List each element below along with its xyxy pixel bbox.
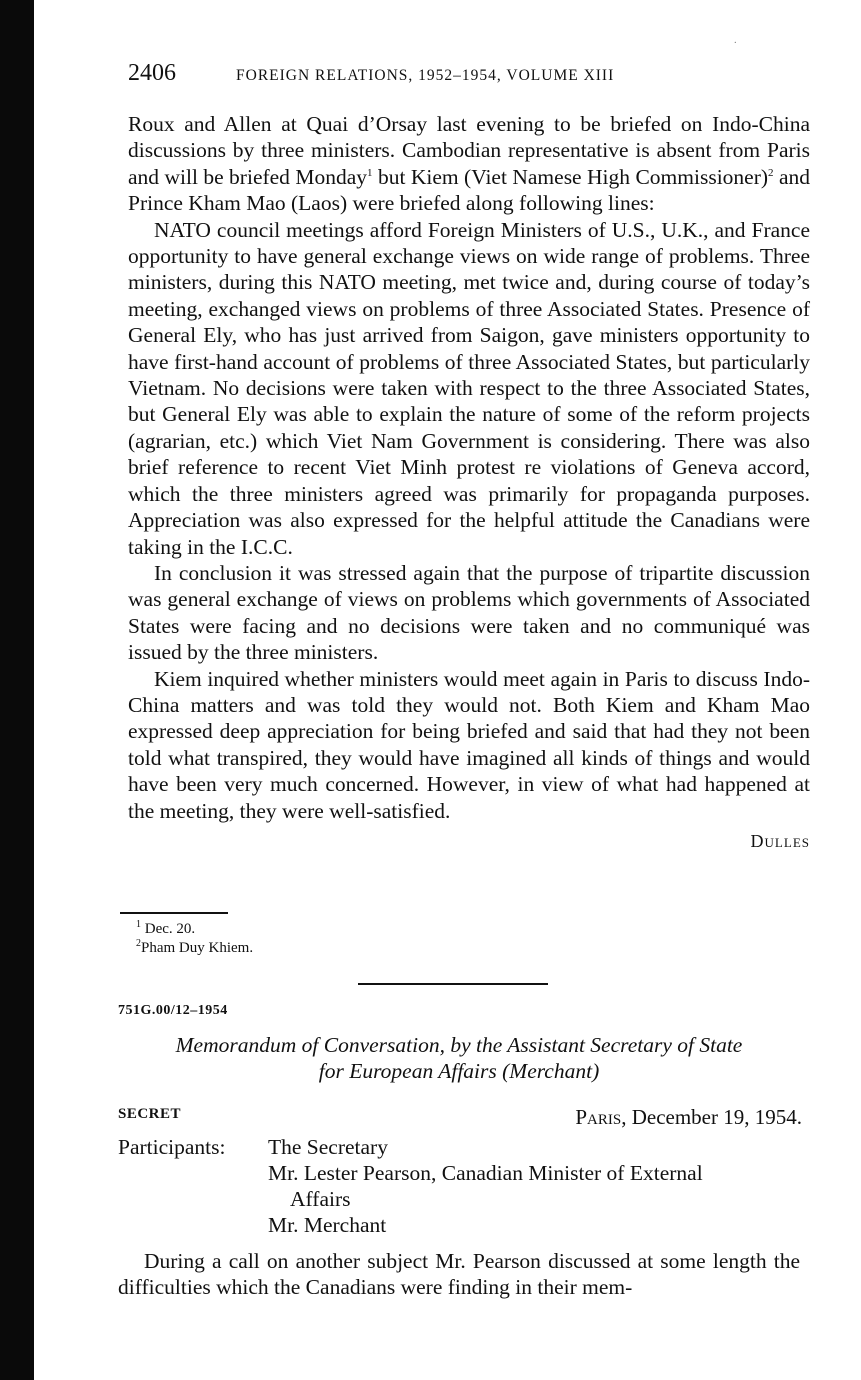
signature: Dulles bbox=[750, 830, 810, 851]
page-header bbox=[118, 60, 808, 90]
page-number: 2406 bbox=[128, 60, 176, 86]
footnote-1-mark: 1 bbox=[136, 919, 141, 930]
place-date bbox=[575, 1105, 802, 1130]
footnotes bbox=[136, 920, 253, 958]
footnote-2-mark: 2 bbox=[136, 938, 141, 949]
footnote-1-text: Dec. 20. bbox=[144, 921, 196, 937]
memo-body bbox=[118, 1248, 800, 1301]
footnote-2 bbox=[136, 939, 253, 958]
page-binding-shadow bbox=[0, 0, 34, 1380]
participants-label: Participants: bbox=[118, 1135, 226, 1159]
footnote-ref-1: 1 bbox=[367, 166, 373, 179]
participants-list bbox=[268, 1134, 802, 1238]
footnote-1 bbox=[136, 920, 253, 939]
date: , December 19, 1954. bbox=[621, 1105, 802, 1129]
paragraph-1-text-b: but Kiem (Viet Namese High Commissioner) bbox=[372, 164, 769, 189]
footnote-rule bbox=[120, 912, 228, 914]
section-separator bbox=[358, 983, 548, 985]
paragraph-1-text-c: and Prince Kham Mao (Laos) were briefed along following lines: bbox=[128, 164, 810, 216]
footnote-ref-2: 2 bbox=[768, 166, 774, 179]
paragraph-1-text-a: Roux and Allen at Quai d’Orsay last evening to be briefed on Indo-China discussions by three ministers. Cambodian representative is absent from Paris and will be briefed Monday bbox=[128, 112, 810, 189]
place: Paris bbox=[575, 1105, 622, 1129]
footnote-2-text: Pham Duy Khiem. bbox=[141, 940, 254, 956]
classification: SECRET bbox=[118, 1106, 182, 1122]
paragraph-1 bbox=[128, 111, 810, 217]
memo-title-line-1: Memorandum of Conversation, by the Assistant Secretary of State bbox=[175, 1033, 743, 1057]
participant-3: Mr. Merchant bbox=[268, 1213, 387, 1237]
memo-title bbox=[118, 1032, 800, 1084]
scan-mark: · bbox=[733, 38, 737, 49]
telegram-body bbox=[128, 111, 810, 854]
running-head: FOREIGN RELATIONS, 1952–1954, VOLUME XIII bbox=[236, 67, 615, 84]
memo-paragraph-1: During a call on another subject Mr. Pearson discussed at some length the difficulties which the Canadians were finding in their mem- bbox=[118, 1249, 800, 1300]
participant-1: The Secretary bbox=[268, 1135, 388, 1159]
memo-title-line-2: for European Affairs (Merchant) bbox=[318, 1059, 600, 1083]
paragraph-3: In conclusion it was stressed again that the purpose of tripartite discussion was general exchange of views on problems which governments of Associated States were facing and no decisions were taken and no communiqué was issued by the three ministers. bbox=[128, 560, 810, 665]
participant-2-continued: Affairs bbox=[290, 1187, 351, 1211]
document-id: 751G.00/12–1954 bbox=[118, 1003, 228, 1018]
paragraph-4: Kiem inquired whether ministers would meet again in Paris to discuss Indo-China matters and was told they would not. Both Kiem and Kham Mao expressed deep appreciation for being briefed and said that had they not been told what transpired, they would have imagined all kinds of things and would have been very much concerned. However, in view of what had happened at the meeting, they were well-satisfied. bbox=[128, 666, 810, 823]
paragraph-2: NATO council meetings afford Foreign Ministers of U.S., U.K., and France opportunity to have general exchange views on wide range of problems. Three ministers, during this NATO meeting, met twice and, during course of today’s meeting, exchanged views on problems of three Associated States. Presence of General Ely, who has just arrived from Saigon, gave ministers opportunity to have first-hand account of problems of three Associated States, but particularly Vietnam. No decisions were taken with respect to the three Associated States, but General Ely was able to explain the nature of some of the reform projects (agrarian, etc.) which Viet Nam Government is considering. There was also brief reference to recent Viet Minh protest re violations of Geneva accord, which the three ministers agreed was primarily for propaganda purposes. Appreciation was also expressed for the helpful attitude the Canadians were taking in the I.C.C. bbox=[128, 217, 810, 559]
participant-2: Mr. Lester Pearson, Canadian Minister of External bbox=[268, 1161, 703, 1185]
